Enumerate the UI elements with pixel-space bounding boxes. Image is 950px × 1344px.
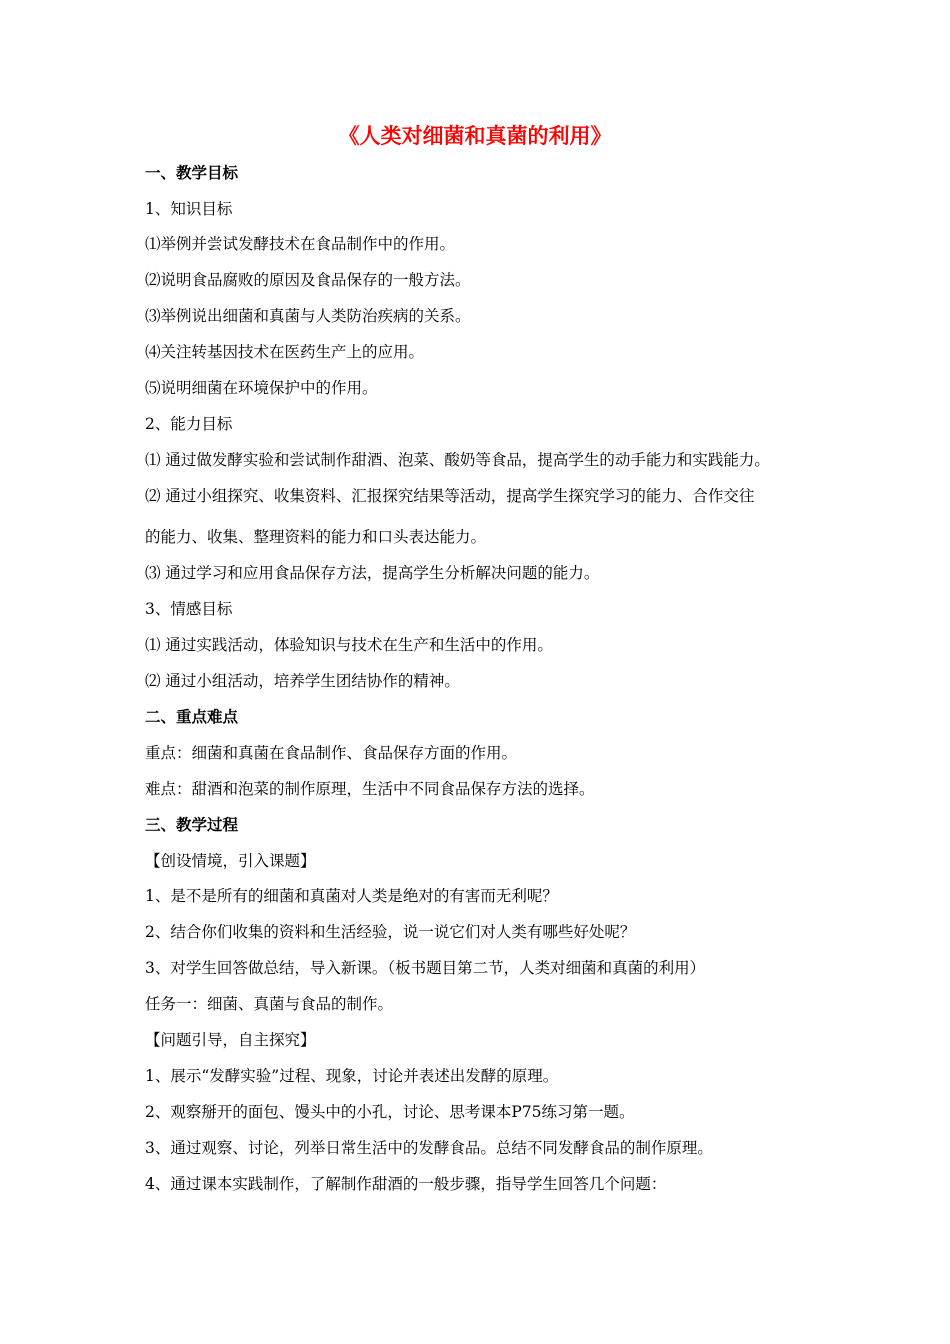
emotion-item-1: ⑴ 通过实践活动，体验知识与技术在生产和生活中的作用。 [145,636,553,654]
section-heading-key-points: 二、重点难点 [145,708,239,726]
intro-question-1: 1、是不是所有的细菌和真菌对人类是绝对的有害而无利呢？ [145,887,558,905]
explore-item-1: 1、展示“发酵实验”过程、现象，讨论并表述出发酵的原理。 [145,1067,559,1085]
knowledge-item-3: ⑶举例说出细菌和真菌与人类防治疾病的关系。 [145,307,471,325]
key-point: 重点：细菌和真菌在食品制作、食品保存方面的作用。 [145,744,518,762]
knowledge-item-1: ⑴举例并尝试发酵技术在食品制作中的作用。 [145,235,456,253]
section-heading-goals: 一、教学目标 [145,164,239,182]
difficult-point: 难点：甜酒和泡菜的制作原理，生活中不同食品保存方法的选择。 [145,780,595,798]
ability-item-3: ⑶ 通过学习和应用食品保存方法，提高学生分析解决问题的能力。 [145,564,600,582]
ability-item-1: ⑴ 通过做发酵实验和尝试制作甜酒、泡菜、酸奶等食品，提高学生的动手能力和实践能力。 [145,451,770,469]
subheading-ability: 2、能力目标 [145,415,233,433]
process-stage-intro: 【创设情境，引入课题】 [145,852,316,870]
subheading-knowledge: 1、知识目标 [145,200,233,218]
task-one: 任务一：细菌、真菌与食品的制作。 [145,995,394,1013]
ability-item-2: ⑵ 通过小组探究、收集资料、汇报探究结果等活动，提高学生探究学习的能力、合作交往 [145,487,755,505]
knowledge-item-5: ⑸说明细菌在环境保护中的作用。 [145,379,378,397]
emotion-item-2: ⑵ 通过小组活动，培养学生团结协作的精神。 [145,672,460,690]
subheading-emotion: 3、情感目标 [145,600,233,618]
section-heading-process: 三、教学过程 [145,816,239,834]
knowledge-item-2: ⑵说明食品腐败的原因及食品保存的一般方法。 [145,271,471,289]
process-stage-explore: 【问题引导，自主探究】 [145,1031,316,1049]
knowledge-item-4: ⑷关注转基因技术在医药生产上的应用。 [145,343,425,361]
explore-item-4: 4、通过课本实践制作，了解制作甜酒的一般步骤，指导学生回答几个问题： [145,1175,667,1193]
ability-item-2-continued: 的能力、收集、整理资料的能力和口头表达能力。 [145,528,487,546]
explore-item-3: 3、通过观察、讨论，列举日常生活中的发酵食品。总结不同发酵食品的制作原理。 [145,1139,713,1157]
intro-question-2: 2、结合你们收集的资料和生活经验，说一说它们对人类有哪些好处呢？ [145,923,636,941]
document-title: 《人类对细菌和真菌的利用》 [338,124,612,148]
intro-question-3: 3、对学生回答做总结，导入新课。（板书题目第二节，人类对细菌和真菌的利用） [145,959,706,977]
explore-item-2: 2、观察掰开的面包、馒头中的小孔，讨论、思考课本P75练习第一题。 [145,1103,635,1121]
